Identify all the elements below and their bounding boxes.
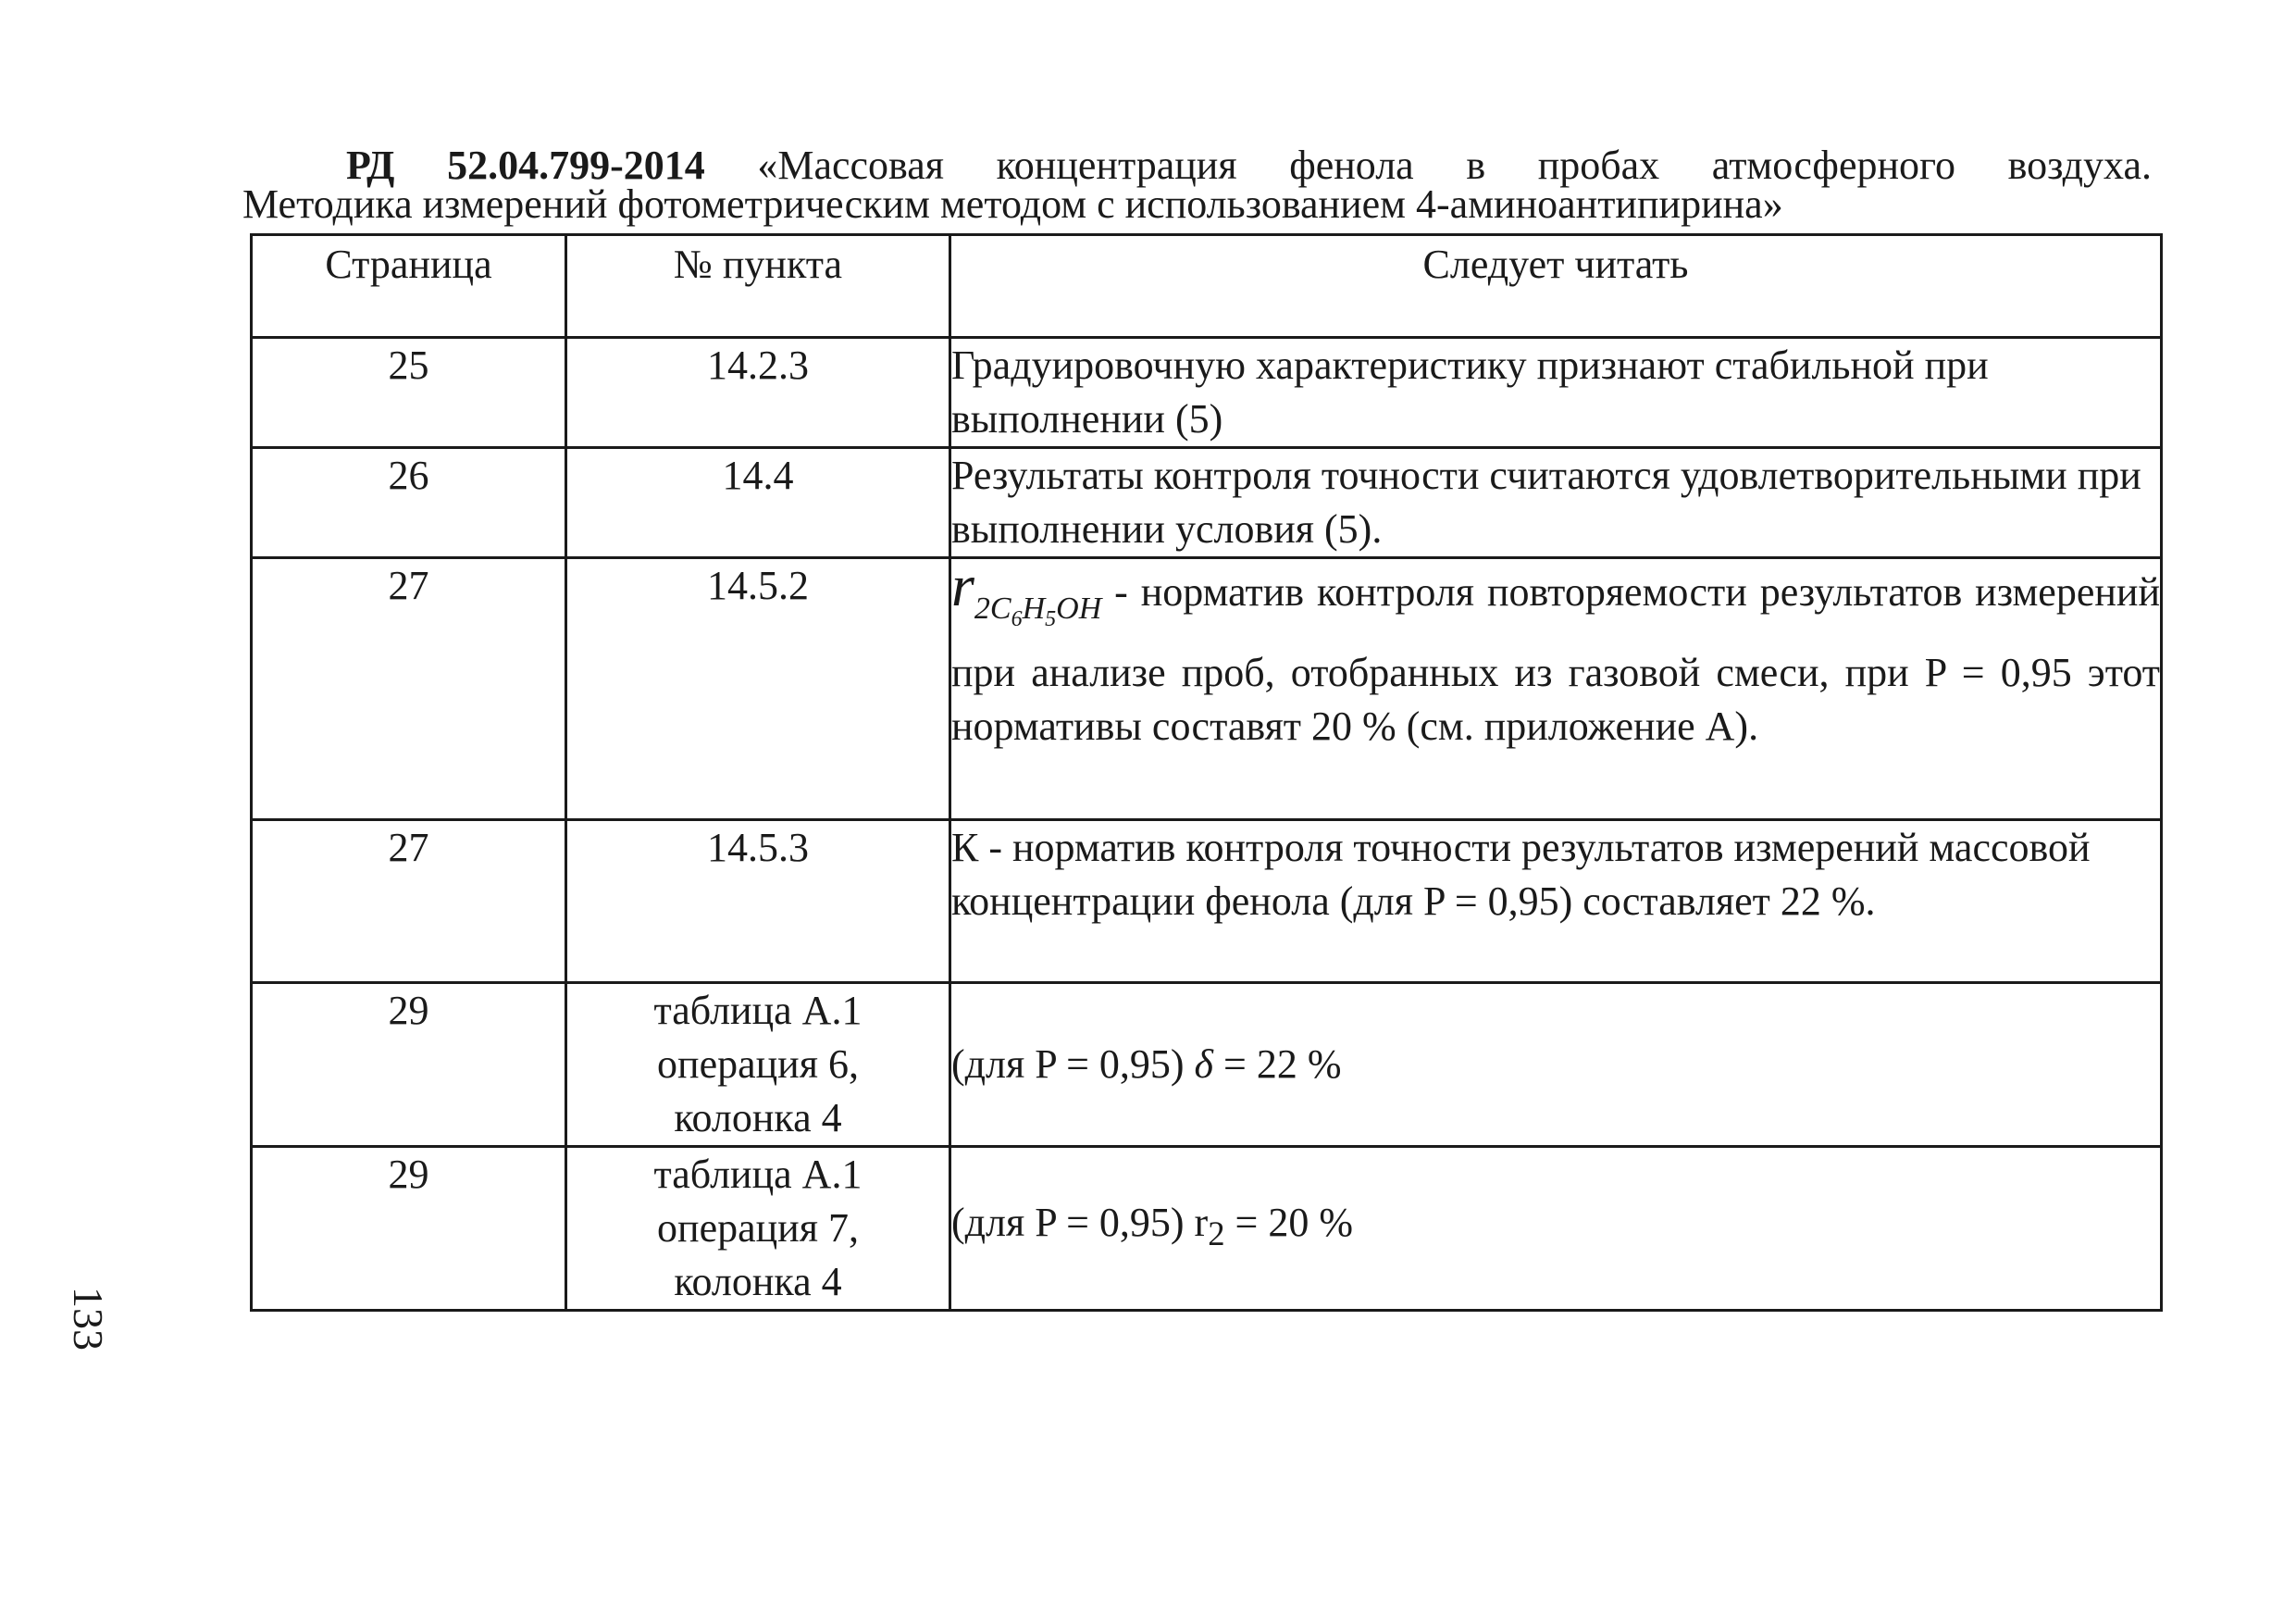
- cell-page: 25: [252, 338, 566, 448]
- clause-line: колонка 4: [674, 1095, 842, 1140]
- title-line-1: [242, 143, 2152, 188]
- errata-table: [250, 233, 2163, 1312]
- title-line-2: Методика измерений фотометрическим методом с использованием 4-аминоантипирина»: [242, 181, 1783, 227]
- clause-line: операция 7,: [657, 1205, 859, 1251]
- cell-clause: 14.5.2: [566, 558, 950, 820]
- header-row: [252, 235, 2162, 338]
- column-header-clause: № пункта: [566, 235, 950, 338]
- table-row: [252, 448, 2162, 558]
- correction-text: - норматив контроля повторяемости результатов измерений при анализе проб, отобранных из газовой смеси, при P = 0,95 этот нормативы составят 20 % (см. приложение А).: [951, 569, 2160, 749]
- delta-symbol: δ: [1194, 1041, 1213, 1087]
- clause-line: колонка 4: [674, 1259, 842, 1304]
- doc-code: РД 52.04.799-2014: [346, 143, 705, 188]
- cell-clause: 14.4: [566, 448, 950, 558]
- cell-correction: Результаты контроля точности считаются удовлетворительными при выполнении условия (5).: [950, 448, 2162, 558]
- clause-line: таблица А.1: [653, 1152, 863, 1197]
- page-number: 133: [65, 1287, 112, 1351]
- cell-clause: 14.5.3: [566, 820, 950, 983]
- cell-page: 26: [252, 448, 566, 558]
- cell-clause: [566, 983, 950, 1147]
- table-row: [252, 983, 2162, 1147]
- cell-clause: [566, 1147, 950, 1311]
- cell-correction: К - норматив контроля точности результатов измерений массовой концентрации фенола (для P = 0,95) составляет 22 %.: [950, 820, 2162, 983]
- cell-correction: Градуировочную характеристику признают стабильной при выполнении (5): [950, 338, 2162, 448]
- cell-correction: [950, 553, 2162, 820]
- table-row: [252, 820, 2162, 983]
- table-row: [252, 1147, 2162, 1311]
- clause-line: таблица А.1: [653, 988, 863, 1033]
- cell-page: 29: [252, 983, 566, 1147]
- cell-page: 27: [252, 820, 566, 983]
- cell-page: 27: [252, 558, 566, 820]
- cell-clause: 14.2.3: [566, 338, 950, 448]
- title-text-1: «Массовая концентрация фенола в пробах атмосферного воздуха.: [757, 143, 2152, 188]
- table-row: [252, 558, 2162, 820]
- repeatability-formula: $r_{2C_6H_5OH}$: [951, 553, 1102, 631]
- table-row: [252, 338, 2162, 448]
- column-header-correction: Следует читать: [950, 235, 2162, 338]
- clause-line: операция 6,: [657, 1041, 859, 1087]
- cell-page: 29: [252, 1147, 566, 1311]
- cell-correction: (для P = 0,95) δ = 22 %: [950, 983, 2162, 1147]
- column-header-page: Страница: [252, 235, 566, 338]
- document-title: [242, 143, 2152, 227]
- cell-correction: (для P = 0,95) $r_2 = 20$ %: [950, 1147, 2162, 1311]
